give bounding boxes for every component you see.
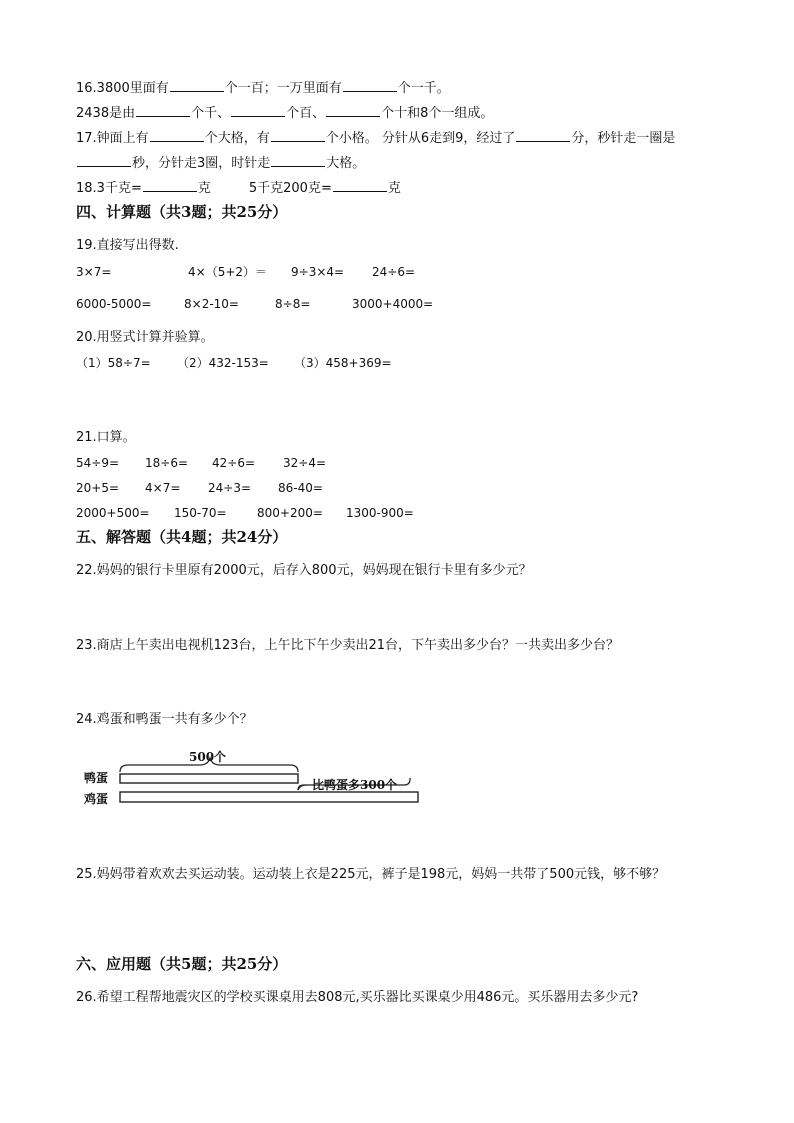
chicken-egg-bar — [120, 792, 418, 802]
q17-text-f: 大格。 — [326, 156, 366, 171]
q16b-text-b: 个千、 — [191, 106, 231, 121]
q18-text-a: 18.3千克= — [76, 181, 142, 196]
section-heading-5: 五、解答题（共4题；共24分） — [76, 528, 288, 546]
q21-item: 800+200= — [257, 506, 323, 520]
duck-egg-bar — [120, 774, 298, 783]
q21-item: 42÷6= — [212, 456, 256, 470]
chicken-egg-label: 鸡蛋 — [84, 792, 109, 806]
q20-item: （1）58÷7= — [76, 356, 151, 370]
question-17-line-1 — [76, 129, 675, 148]
q21-item: 20+5= — [76, 481, 120, 495]
q19-item: 9÷3×4= — [291, 265, 345, 279]
q21-item: 24÷3= — [208, 481, 252, 495]
q19-item: 4×（5+2）＝ — [188, 265, 268, 279]
q16-text-a: 16.3800里面有 — [76, 81, 169, 96]
question-23: 23.商店上午卖出电视机123台，上午比下午少卖出21台，下午卖出多少台？一共卖出多少台？ — [76, 638, 620, 653]
duck-egg-label: 鸭蛋 — [84, 771, 109, 785]
answer-blank[interactable] — [136, 104, 190, 117]
answer-blank[interactable] — [231, 104, 285, 117]
question-16-line-1 — [76, 79, 450, 98]
section-heading-6: 六、应用题（共5题；共25分） — [76, 955, 288, 973]
answer-blank[interactable] — [143, 179, 197, 192]
q21-item: 150-70= — [174, 506, 227, 520]
q21-item: 1300-900= — [346, 506, 414, 520]
q16b-text-d: 个十和8个一组成。 — [381, 106, 494, 121]
q18-text-c: 5千克200克= — [248, 181, 332, 196]
answer-blank[interactable] — [326, 104, 380, 117]
q16-text-c: 个一千。 — [397, 81, 450, 96]
q21-item: 4×7= — [145, 481, 181, 495]
q21-item: 54÷9= — [76, 456, 120, 470]
question-18 — [76, 179, 401, 198]
question-25: 25.妈妈带着欢欢去买运动装。运动装上衣是225元，裤子是198元，妈妈一共带了500元钱，够不够？ — [76, 867, 666, 882]
q19-item: 24÷6= — [372, 265, 416, 279]
q18-text-b: 克 — [197, 181, 211, 196]
question-24-title: 24.鸡蛋和鸭蛋一共有多少个？ — [76, 712, 253, 727]
answer-blank[interactable] — [77, 154, 131, 167]
answer-blank[interactable] — [333, 179, 387, 192]
answer-blank[interactable] — [343, 79, 397, 92]
q21-item: 32÷4= — [283, 456, 327, 470]
question-17-line-2 — [76, 154, 365, 173]
q17-text-a: 17.钟面上有 — [76, 131, 149, 146]
question-19-title: 19.直接写出得数. — [76, 238, 179, 253]
q21-item: 86-40= — [278, 481, 323, 495]
answer-blank[interactable] — [271, 154, 325, 167]
q20-item: （2）432-153= — [177, 356, 269, 370]
question-16-line-2 — [76, 104, 493, 123]
q20-item: （3）458+369= — [294, 356, 392, 370]
line-segment-diagram — [84, 745, 434, 820]
q17-text-c: 个小格。 分针从6走到9，经过了 — [325, 131, 516, 146]
q18-text-d: 克 — [387, 181, 401, 196]
question-20-title: 20.用竖式计算并验算。 — [76, 330, 214, 345]
duck-count-label: 500个 — [189, 750, 227, 764]
q19-item: 8×2-10= — [184, 297, 239, 311]
answer-blank[interactable] — [271, 129, 325, 142]
q17-text-e: 秒，分针走3圈，时针走 — [132, 156, 271, 171]
question-22: 22.妈妈的银行卡里原有2000元，后存入800元，妈妈现在银行卡里有多少元？ — [76, 563, 532, 578]
answer-blank[interactable] — [170, 79, 224, 92]
question-26: 26.希望工程帮地震灾区的学校买课桌用去808元,买乐器比买课桌少用486元。买乐器用去多少元? — [76, 990, 639, 1005]
q16b-text-c: 个百、 — [286, 106, 326, 121]
q16-text-b: 个一百；一万里面有 — [224, 81, 342, 96]
q19-item: 8÷8= — [275, 297, 311, 311]
q19-item: 6000-5000= — [76, 297, 152, 311]
q21-item: 18÷6= — [145, 456, 189, 470]
q17-text-d: 分，秒针走一圈是 — [571, 131, 676, 146]
difference-label: 比鸭蛋多300个 — [312, 778, 398, 792]
q16b-text-a: 2438是由 — [76, 106, 136, 121]
q21-item: 2000+500= — [76, 506, 150, 520]
answer-blank[interactable] — [150, 129, 204, 142]
question-21-title: 21.口算。 — [76, 430, 136, 445]
answer-blank[interactable] — [516, 129, 570, 142]
q17-text-b: 个大格，有 — [204, 131, 270, 146]
q19-item: 3000+4000= — [352, 297, 434, 311]
section-heading-4: 四、计算题（共3题；共25分） — [76, 203, 288, 221]
q19-item: 3×7= — [76, 265, 112, 279]
